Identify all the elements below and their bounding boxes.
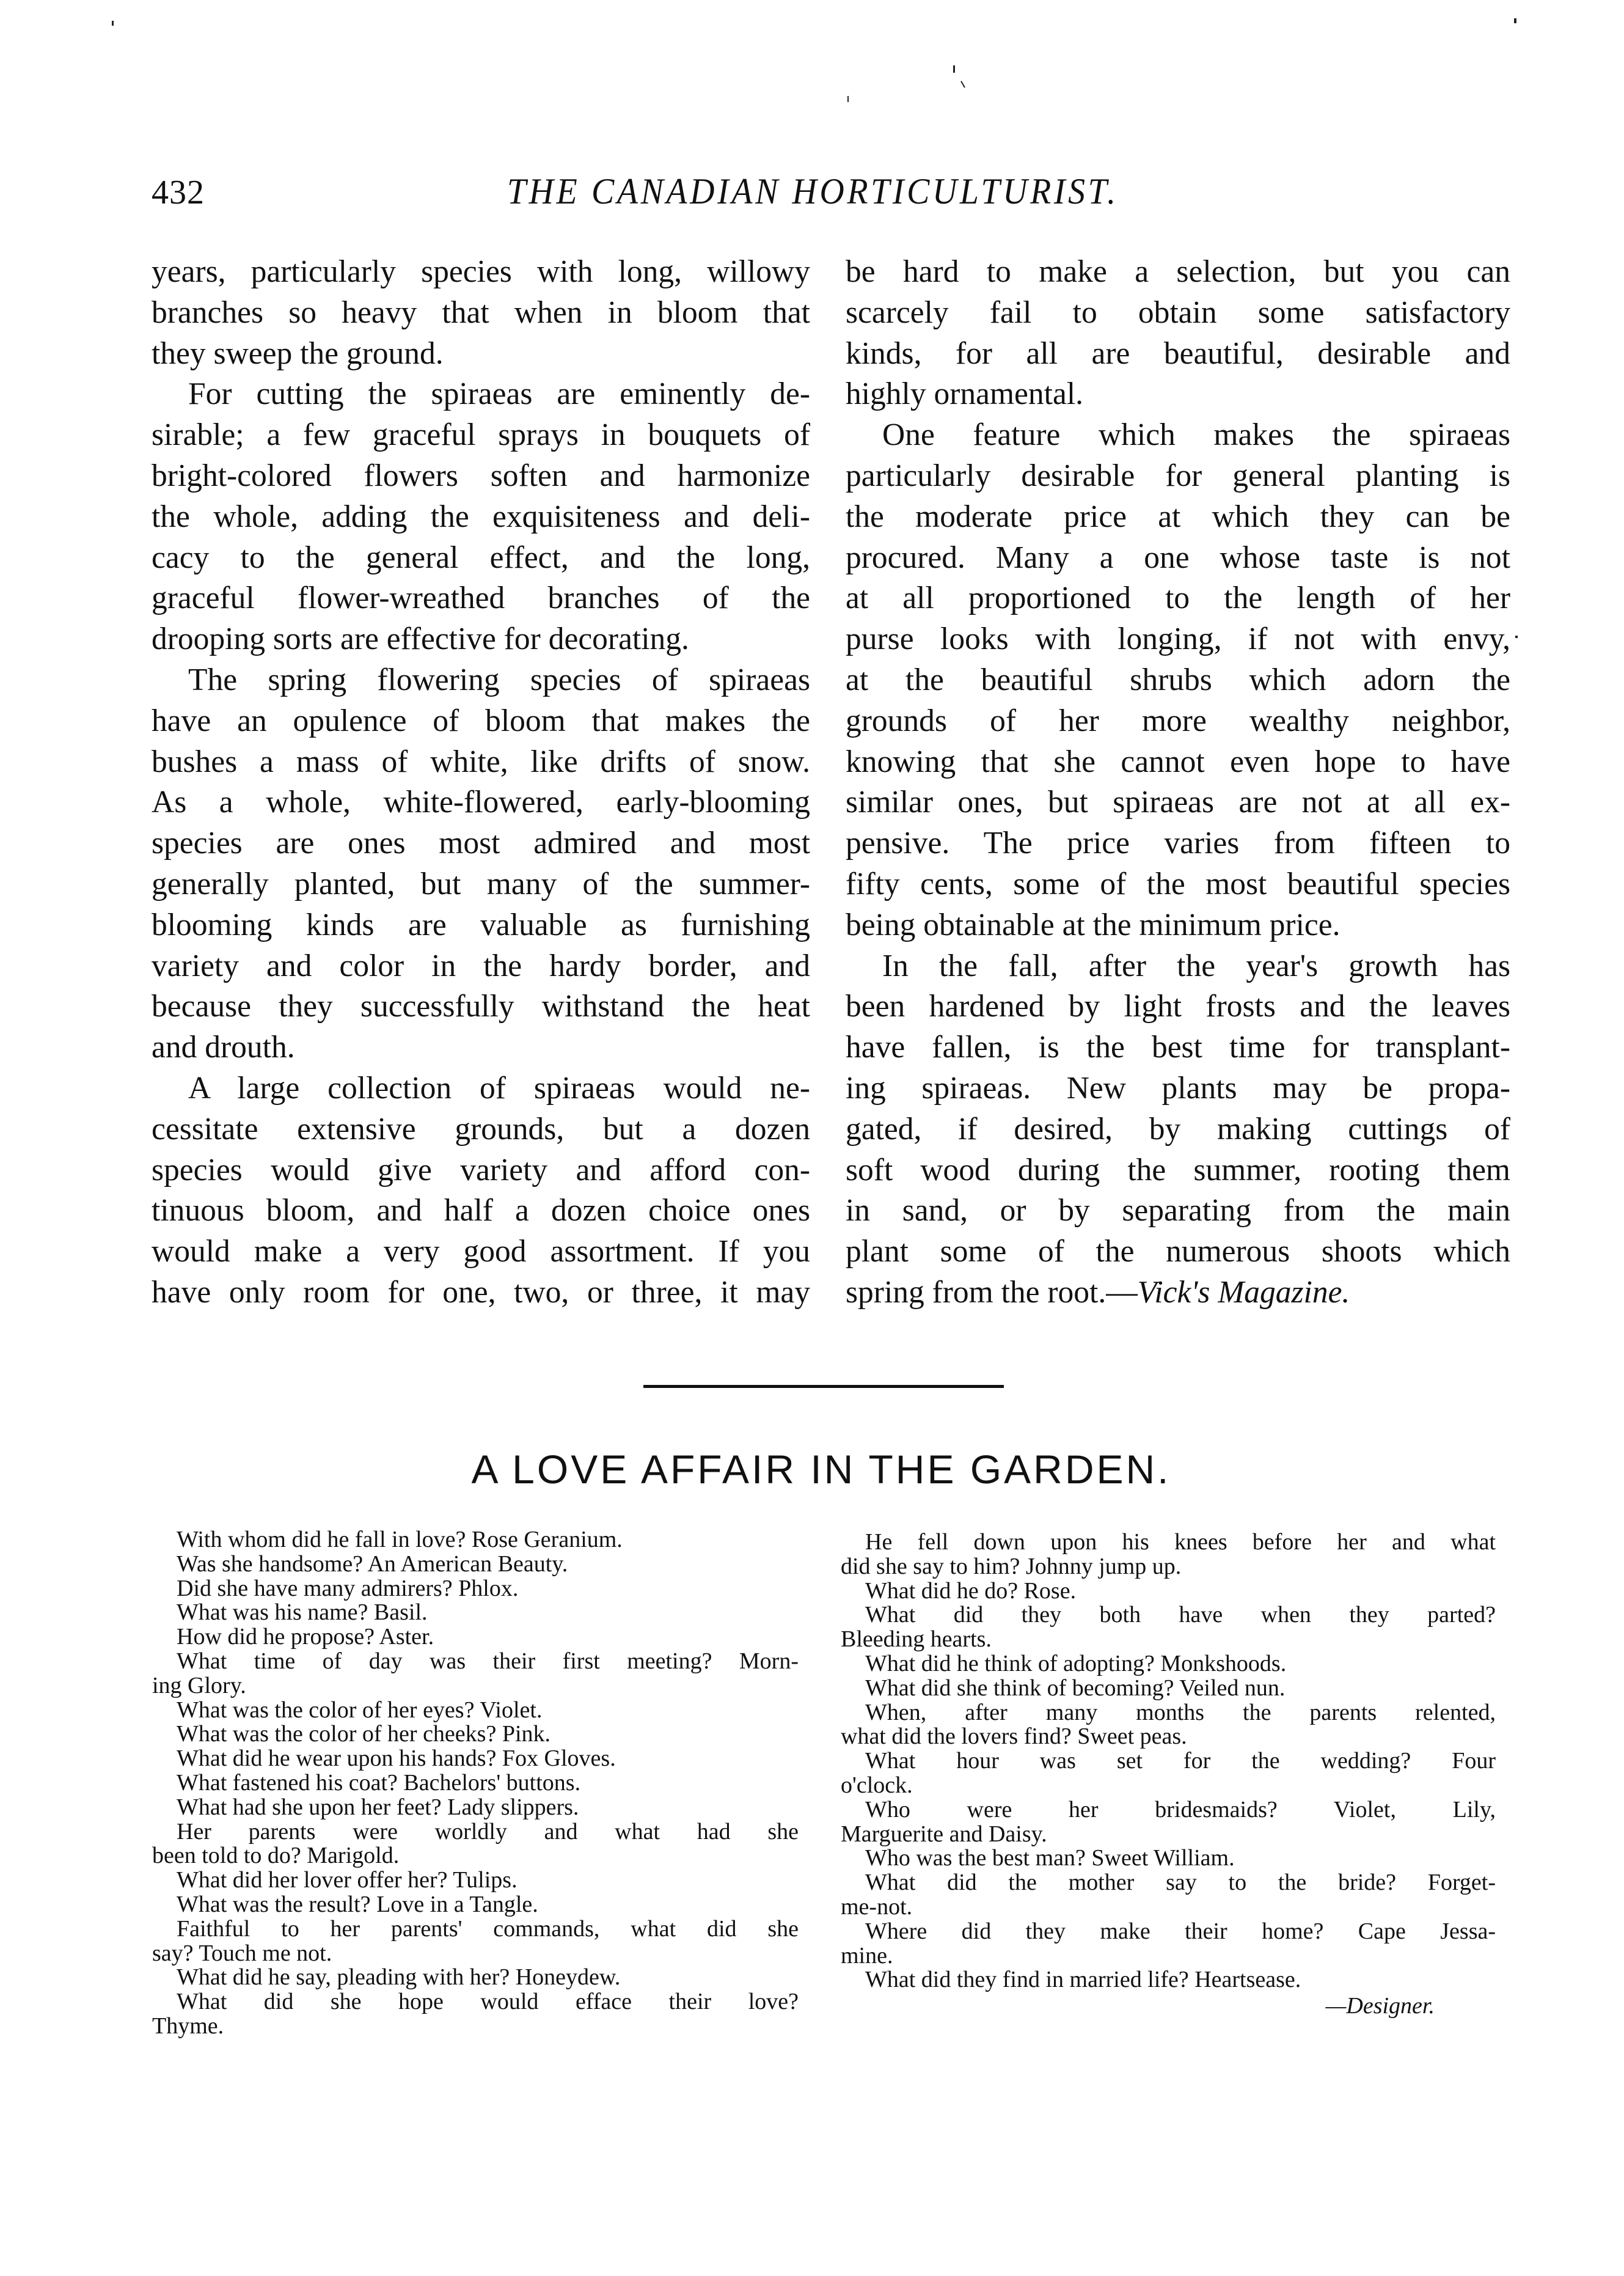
article-text-line: years, particularly species with long, willowy [152, 254, 810, 289]
article-text-line: would make a very good assortment. If you [152, 1234, 810, 1269]
poem-line: Thyme. [152, 2013, 224, 2039]
article-text-line: For cutting the spiraeas are eminently de- [188, 376, 810, 412]
poem-line: Who were her bridesmaids? Violet, Lily, [865, 1796, 1496, 1823]
poem-line: What did he do? Rose. [865, 1577, 1077, 1604]
article-text-line: branches so heavy that when in bloom that [152, 295, 810, 330]
article-text-line: A large collection of spiraeas would ne- [188, 1070, 810, 1106]
poem-line: did she say to him? Johnny jump up. [841, 1553, 1182, 1579]
poem-line: When, after many months the parents relented, [865, 1699, 1496, 1725]
article-text-line: have an opulence of bloom that makes the [152, 703, 810, 738]
poem-line: Faithful to her parents' commands, what did she [177, 1915, 799, 1942]
article-text-line: bright-colored flowers soften and harmonize [152, 458, 810, 493]
poem-line: What was the color of her eyes? Violet. [177, 1697, 543, 1723]
article-text-line: and drouth. [152, 1030, 295, 1065]
poem-title: A LOVE AFFAIR IN THE GARDEN. [471, 1447, 1171, 1492]
article-final-line [846, 1272, 1510, 1313]
poem-line: o'clock. [841, 1772, 913, 1798]
poem-line: say? Touch me not. [152, 1940, 332, 1966]
poem-left-column [152, 1528, 799, 2039]
journal-title: THE CANADIAN HORTICULTURIST. [507, 171, 1119, 211]
poem-line: Did she have many admirers? Phlox. [177, 1575, 519, 1601]
poem-line: What fastened his coat? Bachelors' buttons. [177, 1769, 581, 1796]
running-head [0, 165, 1624, 220]
article-text-line: sirable; a few graceful sprays in bouquets of [152, 417, 810, 453]
article-text-line: procured. Many a one whose taste is not [846, 540, 1510, 575]
article-text-line: be hard to make a selection, but you can [846, 254, 1510, 289]
poem-right-column [841, 1530, 1496, 2019]
poem-line: Was she handsome? An American Beauty. [177, 1551, 568, 1577]
article-text-line: cessitate extensive grounds, but a dozen [152, 1111, 810, 1147]
print-speck [960, 81, 965, 87]
article-text-line: graceful flower-wreathed branches of the [152, 581, 810, 616]
article-text-line: highly ornamental. [846, 376, 1084, 412]
article-text-line: drooping sorts are effective for decorating. [152, 622, 689, 657]
poem-line: What did he think of adopting? Monkshoods. [865, 1650, 1287, 1676]
poem-line: ing Glory. [152, 1672, 246, 1698]
article-text-line: purse looks with longing, if not with envy, [846, 622, 1510, 657]
article-final-text: spring from the root.— [846, 1274, 1138, 1310]
poem-line: How did he propose? Aster. [177, 1624, 434, 1650]
poem-line: what did the lovers find? Sweet peas. [841, 1724, 1187, 1750]
poem-line: me-not. [841, 1893, 913, 1920]
article-text-line: fifty cents, some of the most beautiful species [846, 866, 1510, 901]
article-text-line: in sand, or by separating from the main [846, 1193, 1510, 1228]
article-left-column [152, 252, 810, 1313]
poem-line: What was the result? Love in a Tangle. [177, 1891, 538, 1917]
article-text-line: The spring flowering species of spiraeas [188, 662, 810, 697]
poem-line: What hour was set for the wedding? Four [865, 1748, 1496, 1774]
poem-line: What did he say, pleading with her? Honeydew. [177, 1964, 621, 1991]
article-right-column [846, 252, 1510, 1313]
print-speck [847, 96, 849, 102]
article-text-line: the whole, adding the exquisiteness and deli- [152, 499, 810, 534]
poem-line: mine. [841, 1942, 893, 1969]
poem-line: Where did they make their home? Cape Jessa- [865, 1918, 1496, 1944]
article-text-line: have fallen, is the best time for transplant- [846, 1030, 1510, 1065]
page-number: 432 [152, 174, 205, 211]
poem-line: What did the mother say to the bride? Forget- [865, 1870, 1496, 1896]
poem-line: What did her lover offer her? Tulips. [177, 1867, 518, 1893]
article-text-line: grounds of her more wealthy neighbor, [846, 703, 1510, 738]
poem-line: Who was the best man? Sweet William. [865, 1845, 1235, 1871]
article-text-line: pensive. The price varies from fifteen to [846, 826, 1510, 861]
article-text-line: In the fall, after the year's growth has [882, 948, 1510, 983]
poem-line: What was his name? Basil. [177, 1599, 428, 1626]
article-text-line: similar ones, but spiraeas are not at all ex- [846, 785, 1510, 820]
article-text-line: gated, if desired, by making cuttings of [846, 1111, 1510, 1147]
article-text-line: the moderate price at which they can be [846, 499, 1510, 534]
article-text-line: at all proportioned to the length of her [846, 581, 1510, 616]
article-text-line: blooming kinds are valuable as furnishing [152, 907, 810, 942]
section-divider-rule [643, 1385, 1004, 1388]
article-text-line: bushes a mass of white, like drifts of snow. [152, 744, 810, 779]
print-speck [953, 65, 955, 73]
article-text-line: have only room for one, two, or three, it may [152, 1274, 810, 1310]
poem-line: Bleeding hearts. [841, 1626, 992, 1653]
article-text-line: One feature which makes the spiraeas [882, 417, 1510, 453]
print-speck [1514, 18, 1516, 23]
article-text-line: ing spiraeas. New plants may be propa- [846, 1070, 1510, 1106]
article-text-line: particularly desirable for general planting is [846, 458, 1510, 493]
poem-line: been told to do? Marigold. [152, 1843, 400, 1869]
article-text-line: species would give variety and afford con- [152, 1152, 810, 1188]
print-speck [112, 21, 114, 26]
spiraeas-article [152, 252, 1510, 1310]
article-text-line: soft wood during the summer, rooting them [846, 1152, 1510, 1188]
article-text-line: been hardened by light frosts and the leaves [846, 989, 1510, 1024]
poem-line: He fell down upon his knees before her and what [865, 1529, 1496, 1555]
article-text-line: because they successfully withstand the heat [152, 989, 810, 1024]
article-text-line: they sweep the ground. [152, 336, 444, 371]
poem-line: What time of day was their first meeting? Morn- [177, 1648, 799, 1674]
poem-line: What did he wear upon his hands? Fox Gloves. [177, 1746, 616, 1772]
article-text-line: scarcely fail to obtain some satisfactory [846, 295, 1510, 330]
poem-line: What had she upon her feet? Lady slippers. [177, 1794, 579, 1820]
poem-line: What did she hope would efface their love? [177, 1989, 799, 2015]
poem-line: Marguerite and Daisy. [841, 1821, 1047, 1847]
article-text-line: generally planted, but many of the summer- [152, 866, 810, 901]
source-credit: Vick's Magazine. [1137, 1274, 1350, 1310]
article-text-line: being obtainable at the minimum price. [846, 907, 1341, 942]
poem-line: What was the color of her cheeks? Pink. [177, 1721, 551, 1747]
article-text-line: cacy to the general effect, and the long, [152, 540, 810, 575]
poem-signature: —Designer. [1325, 1993, 1435, 2019]
article-text-line: As a whole, white-flowered, early-blooming [152, 785, 810, 820]
poem-line: Her parents were worldly and what had she [177, 1818, 799, 1845]
poem-line: What did she think of becoming? Veiled nun. [865, 1675, 1286, 1701]
article-text-line: knowing that she cannot even hope to have [846, 744, 1510, 779]
article-text-line: variety and color in the hardy border, and [152, 948, 810, 983]
article-text-line: at the beautiful shrubs which adorn the [846, 662, 1510, 697]
poem-line: With whom did he fall in love? Rose Geranium. [177, 1527, 623, 1552]
poem-line: What did they find in married life? Heartsease. [865, 1967, 1301, 1993]
article-text-line: plant some of the numerous shoots which [846, 1234, 1510, 1269]
print-speck [1515, 636, 1518, 638]
poem-line: What did they both have when they parted? [865, 1602, 1496, 1628]
article-text-line: kinds, for all are beautiful, desirable and [846, 336, 1510, 371]
article-text-line: tinuous bloom, and half a dozen choice ones [152, 1193, 810, 1228]
article-text-line: species are ones most admired and most [152, 826, 810, 861]
